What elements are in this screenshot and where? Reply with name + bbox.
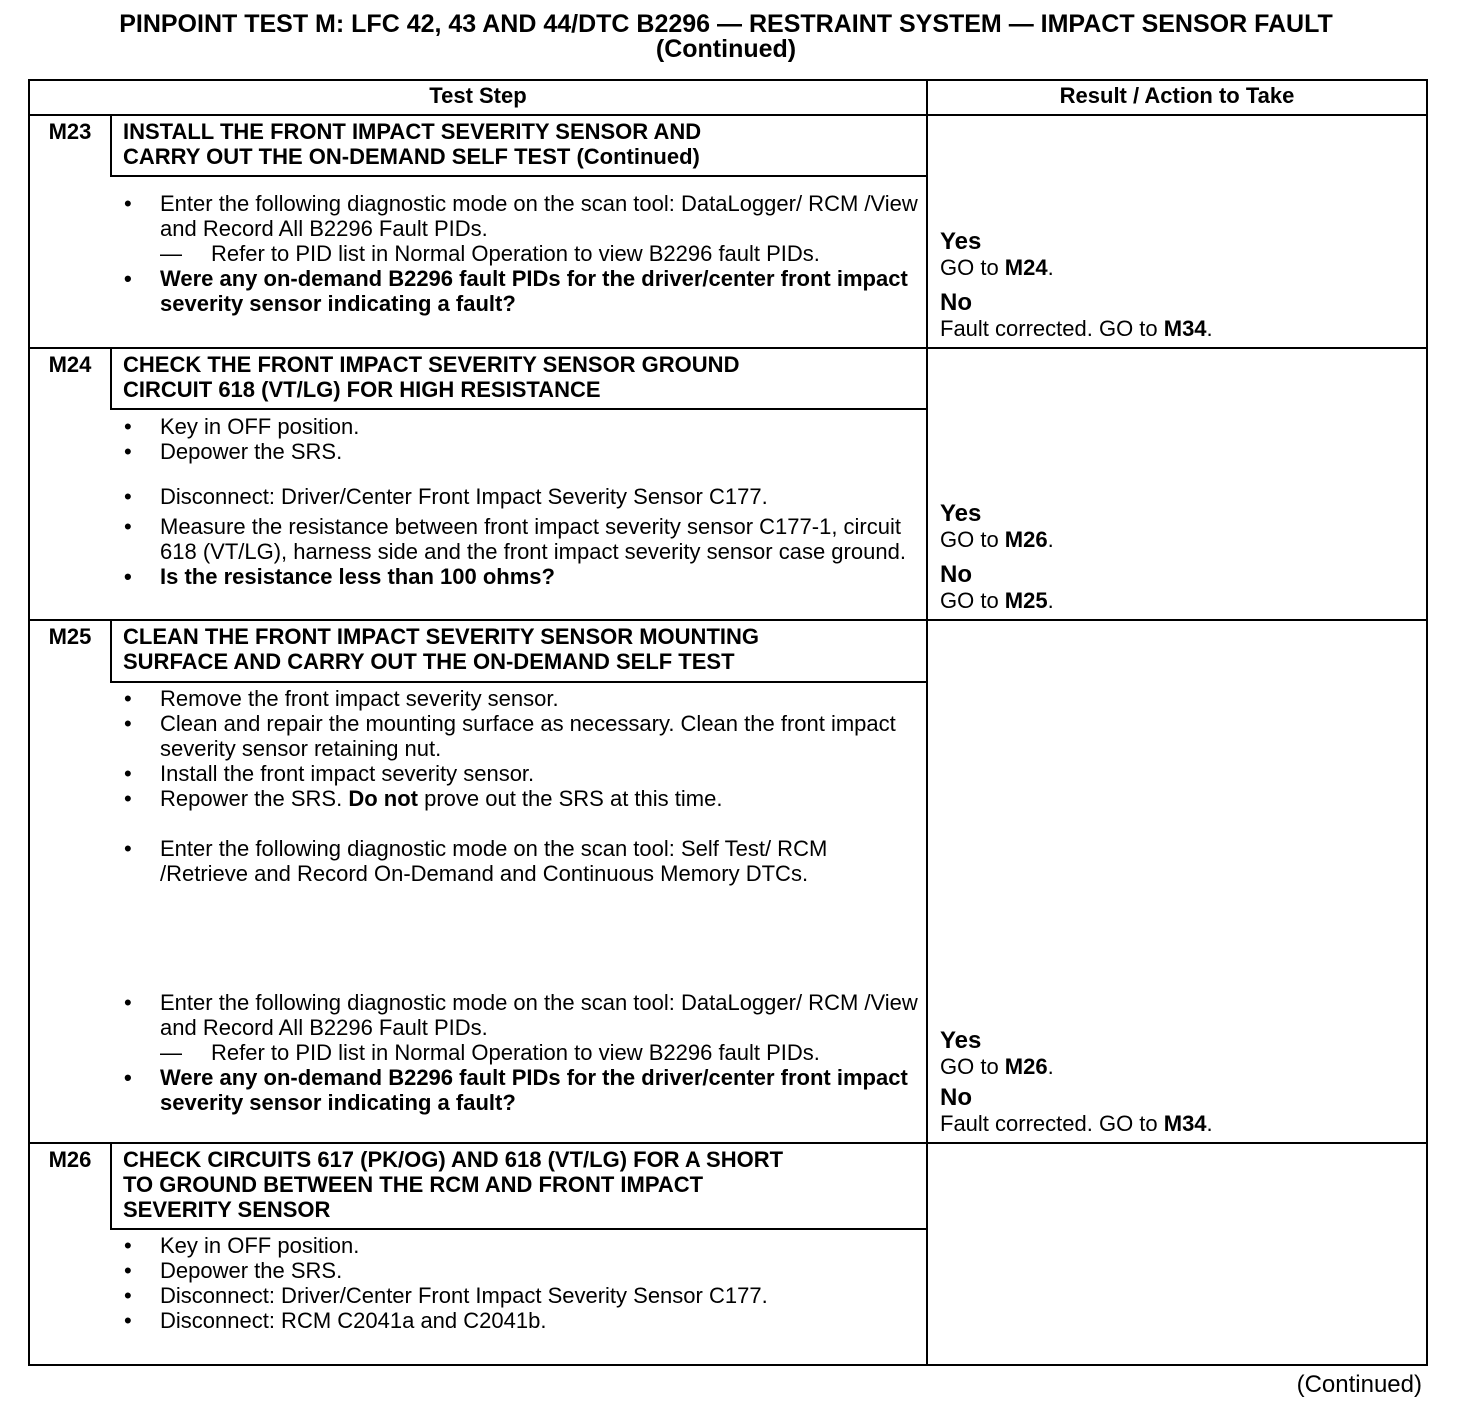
header-test-step: Test Step (429, 83, 527, 108)
step-body-m26 (120, 1233, 920, 1333)
row-rule-m24 (28, 347, 1428, 349)
row-rule-m26 (28, 1142, 1428, 1144)
step-body-m23 (120, 191, 920, 316)
list-item: • Clean and repair the mounting surface as necessary. Clean the front impact severity sensor retaining nut. (120, 711, 920, 761)
step-id-m26: M26 (48, 1147, 92, 1172)
step-id-m24: M24 (48, 352, 92, 377)
row-rule-m25 (28, 619, 1428, 621)
result-no-text: GO to (940, 588, 1005, 613)
result-yes-action: GO to M26. (940, 527, 1054, 552)
header-rule (28, 114, 1428, 116)
result-m24 (940, 501, 1420, 613)
list-item: • Disconnect: RCM C2041a and C2041b. (120, 1308, 920, 1333)
step-title-m24: CHECK THE FRONT IMPACT SEVERITY SENSOR GROUND CIRCUIT 618 (VT/LG) FOR HIGH RESISTANCE (123, 352, 740, 402)
step-body-m24 (120, 414, 920, 589)
id-divider-m23 (110, 114, 112, 176)
step-title-m23: INSTALL THE FRONT IMPACT SEVERITY SENSOR AND CARRY OUT THE ON-DEMAND SELF TEST (Continued) (123, 119, 702, 169)
list-item: • Enter the following diagnostic mode on the scan tool: Self Test/ RCM /Retrieve and Record On-Demand and Continuous Memory DTCs. (120, 836, 920, 886)
step-body-m25-b (120, 990, 920, 1115)
result-yes-link[interactable]: M26 (1004, 1054, 1048, 1079)
title-rule-m23 (110, 175, 928, 177)
list-item: • Disconnect: Driver/Center Front Impact Severity Sensor C177. (120, 484, 920, 509)
result-yes-link[interactable]: M26 (1004, 527, 1048, 552)
list-item-emphasis: Do not (348, 786, 418, 811)
list-item: • Install the front impact severity sensor. (120, 761, 920, 786)
list-item-question: • Were any on-demand B2296 fault PIDs for the driver/center front impact severity sensor indicating a fault? (120, 1065, 920, 1115)
result-no-text: Fault corrected. GO to (940, 316, 1164, 341)
list-item: • Depower the SRS. (120, 439, 920, 464)
list-item: • Measure the resistance between front impact severity sensor C177-1, circuit 618 (VT/LG), harness side and the front impact severity sensor case ground. (120, 514, 920, 564)
list-item: • Enter the following diagnostic mode on the scan tool: DataLogger/ RCM /View and Record All B2296 Fault PIDs. (120, 191, 920, 241)
result-yes-action: GO to M24. (940, 255, 1054, 280)
list-item: • Key in OFF position. (120, 414, 920, 439)
header-result: Result / Action to Take (1059, 83, 1295, 108)
result-no-link[interactable]: M34 (1163, 316, 1207, 341)
result-yes-link[interactable]: M24 (1004, 255, 1048, 280)
result-yes-label: Yes (940, 500, 982, 527)
list-item-text: prove out the SRS at this time. (417, 786, 723, 811)
list-item-question: • Is the resistance less than 100 ohms? (120, 564, 920, 589)
result-no-action: Fault corrected. GO to M34. (940, 316, 1213, 341)
step-id-m25: M25 (48, 624, 92, 649)
id-divider-m24 (110, 347, 112, 409)
result-no-link[interactable]: M34 (1163, 1111, 1207, 1136)
result-yes-text: GO to (940, 1054, 1005, 1079)
list-subitem: — Refer to PID list in Normal Operation to view B2296 fault PIDs. (120, 1040, 920, 1065)
result-no-label: No (940, 561, 972, 588)
column-divider (926, 79, 928, 1366)
result-no-link[interactable]: M25 (1004, 588, 1048, 613)
list-item: • Disconnect: Driver/Center Front Impact Severity Sensor C177. (120, 1283, 920, 1308)
id-divider-m26 (110, 1142, 112, 1229)
result-m25 (940, 1028, 1420, 1136)
title-rule-m25 (110, 681, 928, 683)
list-item-text: Repower the SRS. (160, 786, 349, 811)
list-item: • Depower the SRS. (120, 1258, 920, 1283)
title-rule-m24 (110, 408, 928, 410)
result-yes-text: GO to (940, 255, 1005, 280)
list-item: • Enter the following diagnostic mode on the scan tool: DataLogger/ RCM /View and Record All B2296 Fault PIDs. (120, 990, 920, 1040)
title-line-2: (Continued) (655, 35, 797, 63)
step-title-m25: CLEAN THE FRONT IMPACT SEVERITY SENSOR MOUNTING SURFACE AND CARRY OUT THE ON-DEMAND SELF TEST (123, 624, 759, 674)
id-divider-m25 (110, 619, 112, 682)
result-no-text: Fault corrected. GO to (940, 1111, 1164, 1136)
result-no-label: No (940, 1084, 972, 1111)
step-body-m25-a (120, 686, 920, 886)
result-m23 (940, 229, 1420, 341)
result-yes-label: Yes (940, 1027, 982, 1054)
title-line-1: PINPOINT TEST M: LFC 42, 43 AND 44/DTC B2296 — RESTRAINT SYSTEM — IMPACT SENSOR FAULT (119, 10, 1333, 38)
list-subitem: — Refer to PID list in Normal Operation to view B2296 fault PIDs. (120, 241, 920, 266)
list-item: • Key in OFF position. (120, 1233, 920, 1258)
page-title (0, 12, 1452, 62)
list-item-question: • Were any on-demand B2296 fault PIDs for the driver/center front impact severity sensor indicating a fault? (120, 266, 920, 316)
result-yes-text: GO to (940, 527, 1005, 552)
continued-footer: (Continued) (1296, 1371, 1422, 1398)
result-no-action: Fault corrected. GO to M34. (940, 1111, 1213, 1136)
result-yes-label: Yes (940, 228, 982, 255)
result-yes-action: GO to M26. (940, 1054, 1054, 1079)
result-no-label: No (940, 289, 972, 316)
title-rule-m26 (110, 1228, 928, 1230)
list-item (120, 786, 920, 811)
list-item: • Remove the front impact severity sensor. (120, 686, 920, 711)
step-title-m26: CHECK CIRCUITS 617 (PK/OG) AND 618 (VT/LG) FOR A SHORT TO GROUND BETWEEN THE RCM AND FRONT IMPACT SEVERITY SENSOR (123, 1147, 784, 1222)
step-id-m23: M23 (48, 119, 92, 144)
result-no-action: GO to M25. (940, 588, 1054, 613)
